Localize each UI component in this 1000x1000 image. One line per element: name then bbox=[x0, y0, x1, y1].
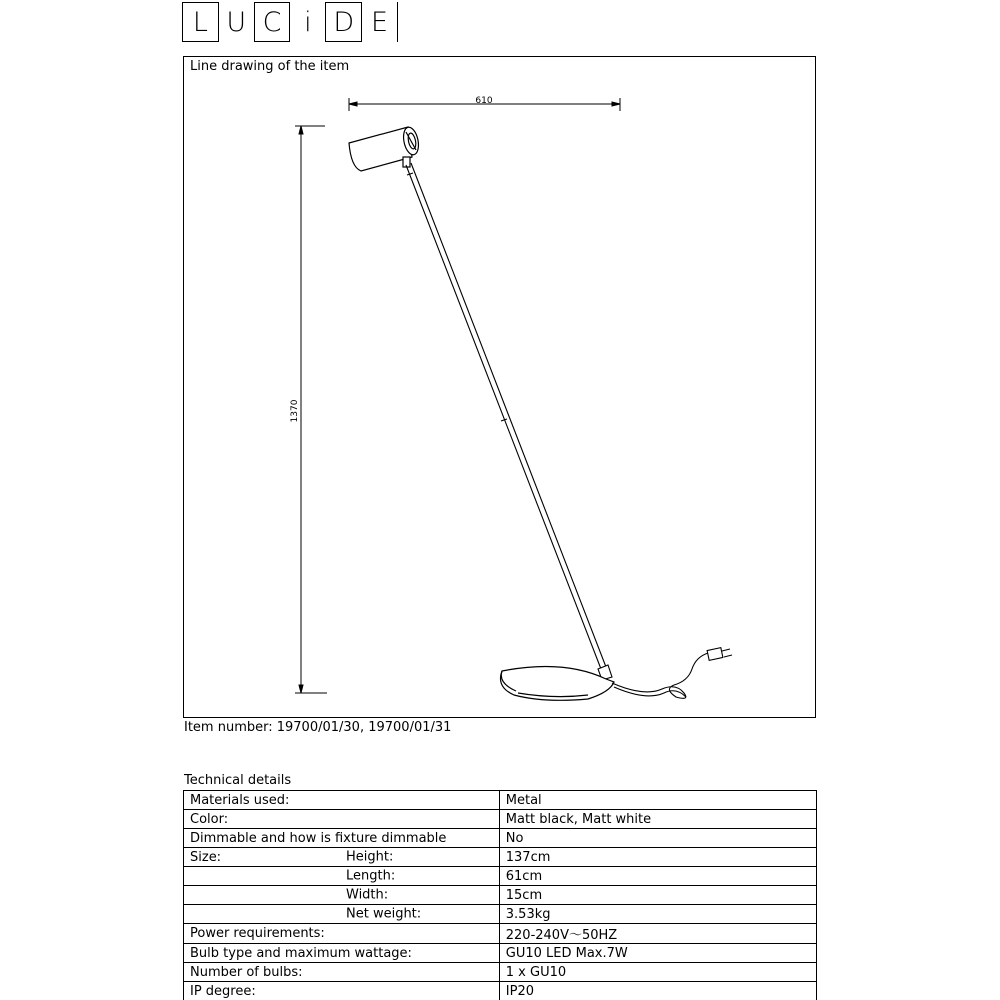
spec-sublabel: Length: bbox=[346, 868, 396, 884]
spec-value: Matt black, Matt white bbox=[499, 810, 816, 829]
spec-label bbox=[184, 829, 500, 848]
spec-value: 15cm bbox=[499, 886, 816, 905]
table-row bbox=[184, 810, 817, 829]
spec-label bbox=[184, 867, 500, 886]
table-row bbox=[184, 848, 817, 867]
spec-value: GU10 LED Max.7W bbox=[499, 944, 816, 963]
spec-value: IP20 bbox=[499, 982, 816, 1000]
table-row bbox=[184, 791, 817, 810]
item-number: Item number: 19700/01/30, 19700/01/31 bbox=[184, 720, 452, 735]
logo-letter: D bbox=[326, 2, 362, 42]
table-row bbox=[184, 829, 817, 848]
logo-letter: C bbox=[255, 2, 291, 42]
line-drawing-frame bbox=[183, 56, 816, 718]
spec-label bbox=[184, 963, 500, 982]
spec-label-text: Bulb type and maximum wattage: bbox=[190, 945, 412, 961]
lamp-line-drawing bbox=[184, 57, 817, 719]
logo-letter: E bbox=[362, 2, 398, 42]
dimension-height-label: 1370 bbox=[290, 399, 300, 423]
spec-label-text: IP degree: bbox=[190, 983, 256, 999]
dimension-width-label: 610 bbox=[475, 96, 493, 106]
spec-label-text: Dimmable and how is fixture dimmable bbox=[190, 830, 447, 846]
logo-letter: L bbox=[182, 2, 219, 42]
lamp-head bbox=[349, 126, 421, 171]
spec-value: 137cm bbox=[499, 848, 816, 867]
spec-sublabel: Height: bbox=[346, 849, 394, 865]
table-row bbox=[184, 982, 817, 1000]
logo-letter: U bbox=[219, 2, 255, 42]
spec-label-text: Materials used: bbox=[190, 792, 290, 808]
table-row bbox=[184, 886, 817, 905]
lamp-pole bbox=[406, 163, 612, 680]
spec-value: No bbox=[499, 829, 816, 848]
spec-value: 3.53kg bbox=[499, 905, 816, 924]
table-row bbox=[184, 944, 817, 963]
spec-value: 220-240V～50HZ bbox=[499, 924, 816, 944]
power-cable bbox=[612, 648, 732, 699]
spec-label bbox=[184, 982, 500, 1000]
table-row bbox=[184, 867, 817, 886]
drawing-caption: Line drawing of the item bbox=[190, 59, 350, 74]
spec-label bbox=[184, 886, 500, 905]
spec-label bbox=[184, 791, 500, 810]
spec-label bbox=[184, 924, 500, 944]
table-row bbox=[184, 963, 817, 982]
spec-sublabel: Net weight: bbox=[346, 906, 422, 922]
spec-label-text: Power requirements: bbox=[190, 926, 325, 941]
technical-details-heading: Technical details bbox=[184, 773, 292, 788]
brand-logo bbox=[182, 2, 398, 42]
technical-details-table bbox=[183, 790, 817, 1000]
spec-value: 61cm bbox=[499, 867, 816, 886]
spec-value: 1 x GU10 bbox=[499, 963, 816, 982]
spec-label-text: Color: bbox=[190, 811, 229, 827]
spec-label bbox=[184, 848, 500, 867]
table-row bbox=[184, 905, 817, 924]
spec-label bbox=[184, 905, 500, 924]
lamp-base bbox=[501, 667, 615, 701]
spec-value: Metal bbox=[499, 791, 816, 810]
logo-letter: i bbox=[290, 2, 326, 42]
spec-label-text: Size: bbox=[190, 849, 222, 865]
spec-label bbox=[184, 810, 500, 829]
spec-label bbox=[184, 944, 500, 963]
spec-label-text: Number of bulbs: bbox=[190, 964, 303, 980]
spec-sublabel: Width: bbox=[346, 887, 389, 903]
table-row bbox=[184, 924, 817, 944]
